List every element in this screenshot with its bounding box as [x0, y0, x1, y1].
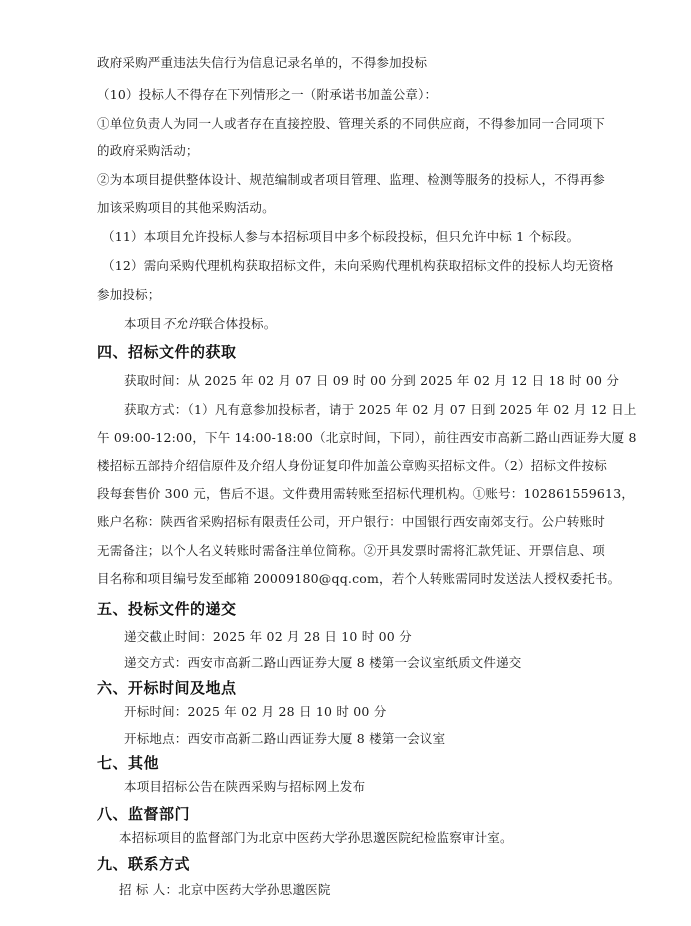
paragraph-line: 本招标项目的监督部门为北京中医药大学孙思邈医院纪检监察审计室。 — [119, 830, 513, 845]
section-heading: 八、监督部门 — [97, 805, 191, 823]
paragraph-line: 获取方式：（1）凡有意参加投标者，请于 2025 年 02 月 07 日到 2025 年 02 月 12 日上 — [124, 402, 637, 417]
section-heading: 七、其他 — [97, 754, 160, 772]
paragraph-line: 开标时间：2025 年 02 月 28 日 10 时 00 分 — [124, 704, 387, 719]
paragraph-line: 递交截止时间：2025 年 02 月 28 日 10 时 00 分 — [124, 629, 412, 644]
paragraph-line: （10）投标人不得存在下列情形之一（附承诺书加盖公章）： — [97, 87, 438, 102]
paragraph-line: 楼招标五部持介绍信原件及介绍人身份证复印件加盖公章购买招标文件。（2）招标文件按标 — [97, 458, 607, 473]
text-run: 联合体投标。 — [200, 316, 277, 331]
text-run: 本项目 — [124, 316, 163, 331]
paragraph-line — [124, 316, 276, 332]
paragraph-line: （12）需向采购代理机构获取招标文件，未向采购代理机构获取招标文件的投标人均无资格 — [102, 258, 614, 273]
paragraph-line: 账户名称：陕西省采购招标有限责任公司，开户银行：中国银行西安南郊支行。公户转账时 — [97, 514, 606, 529]
paragraph-line: 本项目招标公告在陕西采购与招标网上发布 — [124, 779, 366, 794]
paragraph-line: （11）本项目允许投标人参与本招标项目中多个标段投标，但只允许中标 1 个标段。 — [102, 229, 580, 244]
paragraph-line: 招 标 人：北京中医药大学孙思邈医院 — [119, 882, 331, 897]
paragraph-line: 目名称和项目编号发至邮箱 20009180@qq.com，若个人转账需同时发送法人授权委托书。 — [97, 571, 621, 586]
section-heading: 四、招标文件的获取 — [97, 343, 237, 361]
paragraph-line: 加该采购项目的其他采购活动。 — [97, 200, 275, 215]
section-heading: 九、联系方式 — [97, 855, 191, 873]
section-heading: 六、开标时间及地点 — [97, 679, 237, 697]
section-heading: 五、投标文件的递交 — [97, 600, 237, 618]
paragraph-line: 递交方式：西安市高新二路山西证券大厦 8 楼第一会议室纸质文件递交 — [124, 655, 522, 670]
paragraph-line: 政府采购严重违法失信行为信息记录名单的，不得参加投标 — [97, 55, 428, 70]
paragraph-line: 午 09:00-12:00，下午 14:00-18:00（北京时间，下同），前往西安市高新二路山西证券大厦 8 — [97, 430, 637, 445]
paragraph-line: 参加投标； — [97, 287, 161, 302]
paragraph-line: ①单位负责人为同一人或者存在直接控股、管理关系的不同供应商，不得参加同一合同项下 — [97, 116, 606, 131]
emphasis-text: 不允许 — [162, 316, 201, 331]
paragraph-line: 的政府采购活动； — [97, 143, 199, 158]
paragraph-line: 无需备注；以个人名义转账时需备注单位简称。②开具发票时需将汇款凭证、开票信息、项 — [97, 543, 606, 558]
paragraph-line: 段每套售价 300 元，售后不退。文件费用需转账至招标代理机构。①账号：102861559613， — [97, 486, 635, 501]
paragraph-line: ②为本项目提供整体设计、规范编制或者项目管理、监理、检测等服务的投标人，不得再参 — [97, 172, 606, 187]
paragraph-line: 开标地点：西安市高新二路山西证券大厦 8 楼第一会议室 — [124, 731, 446, 746]
paragraph-line: 获取时间：从 2025 年 02 月 07 日 09 时 00 分到 2025 年 02 月 12 日 18 时 00 分 — [124, 373, 620, 388]
